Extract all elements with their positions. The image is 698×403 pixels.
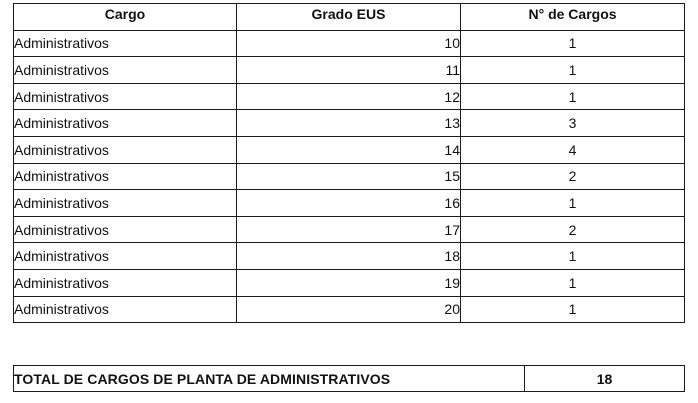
table-row xyxy=(14,30,685,57)
total-table xyxy=(13,365,685,392)
cell-grado-eus: 13 xyxy=(237,110,461,137)
cell-cargo: Administrativos xyxy=(14,269,237,296)
cell-n-cargos: 1 xyxy=(461,190,685,217)
cell-grado-eus: 11 xyxy=(237,57,461,84)
cell-cargo: Administrativos xyxy=(14,30,237,57)
cell-grado-eus: 20 xyxy=(237,296,461,323)
cell-cargo: Administrativos xyxy=(14,216,237,243)
cell-grado-eus: 18 xyxy=(237,243,461,270)
table-row xyxy=(14,163,685,190)
table-row xyxy=(14,110,685,137)
header-cargo: Cargo xyxy=(14,4,237,31)
cell-grado-eus: 12 xyxy=(237,83,461,110)
cell-n-cargos: 1 xyxy=(461,269,685,296)
total-value: 18 xyxy=(525,366,685,392)
cell-grado-eus: 10 xyxy=(237,30,461,57)
table-row xyxy=(14,296,685,323)
cell-cargo: Administrativos xyxy=(14,83,237,110)
cell-cargo: Administrativos xyxy=(14,110,237,137)
table-row xyxy=(14,136,685,163)
cell-n-cargos: 1 xyxy=(461,57,685,84)
cell-grado-eus: 17 xyxy=(237,216,461,243)
cell-cargo: Administrativos xyxy=(14,136,237,163)
total-label: TOTAL DE CARGOS DE PLANTA DE ADMINISTRATIVOS xyxy=(14,366,525,392)
table-row xyxy=(14,269,685,296)
table-row xyxy=(14,190,685,217)
cell-grado-eus: 19 xyxy=(237,269,461,296)
cell-n-cargos: 1 xyxy=(461,243,685,270)
cell-n-cargos: 2 xyxy=(461,216,685,243)
table-row xyxy=(14,57,685,84)
cell-cargo: Administrativos xyxy=(14,163,237,190)
table-body xyxy=(14,30,685,323)
cell-grado-eus: 16 xyxy=(237,190,461,217)
cell-grado-eus: 15 xyxy=(237,163,461,190)
cell-cargo: Administrativos xyxy=(14,57,237,84)
cell-n-cargos: 3 xyxy=(461,110,685,137)
cell-n-cargos: 2 xyxy=(461,163,685,190)
cell-n-cargos: 1 xyxy=(461,30,685,57)
cargos-table xyxy=(13,3,685,323)
header-row xyxy=(14,4,685,31)
cell-n-cargos: 1 xyxy=(461,296,685,323)
cell-grado-eus: 14 xyxy=(237,136,461,163)
cell-cargo: Administrativos xyxy=(14,296,237,323)
table-row xyxy=(14,83,685,110)
table-row xyxy=(14,243,685,270)
table-header xyxy=(14,4,685,31)
cell-cargo: Administrativos xyxy=(14,243,237,270)
cell-cargo: Administrativos xyxy=(14,190,237,217)
cell-n-cargos: 4 xyxy=(461,136,685,163)
cell-n-cargos: 1 xyxy=(461,83,685,110)
table-row xyxy=(14,216,685,243)
total-row xyxy=(14,366,685,392)
header-grado-eus: Grado EUS xyxy=(237,4,461,31)
header-n-cargos: N° de Cargos xyxy=(461,4,685,31)
